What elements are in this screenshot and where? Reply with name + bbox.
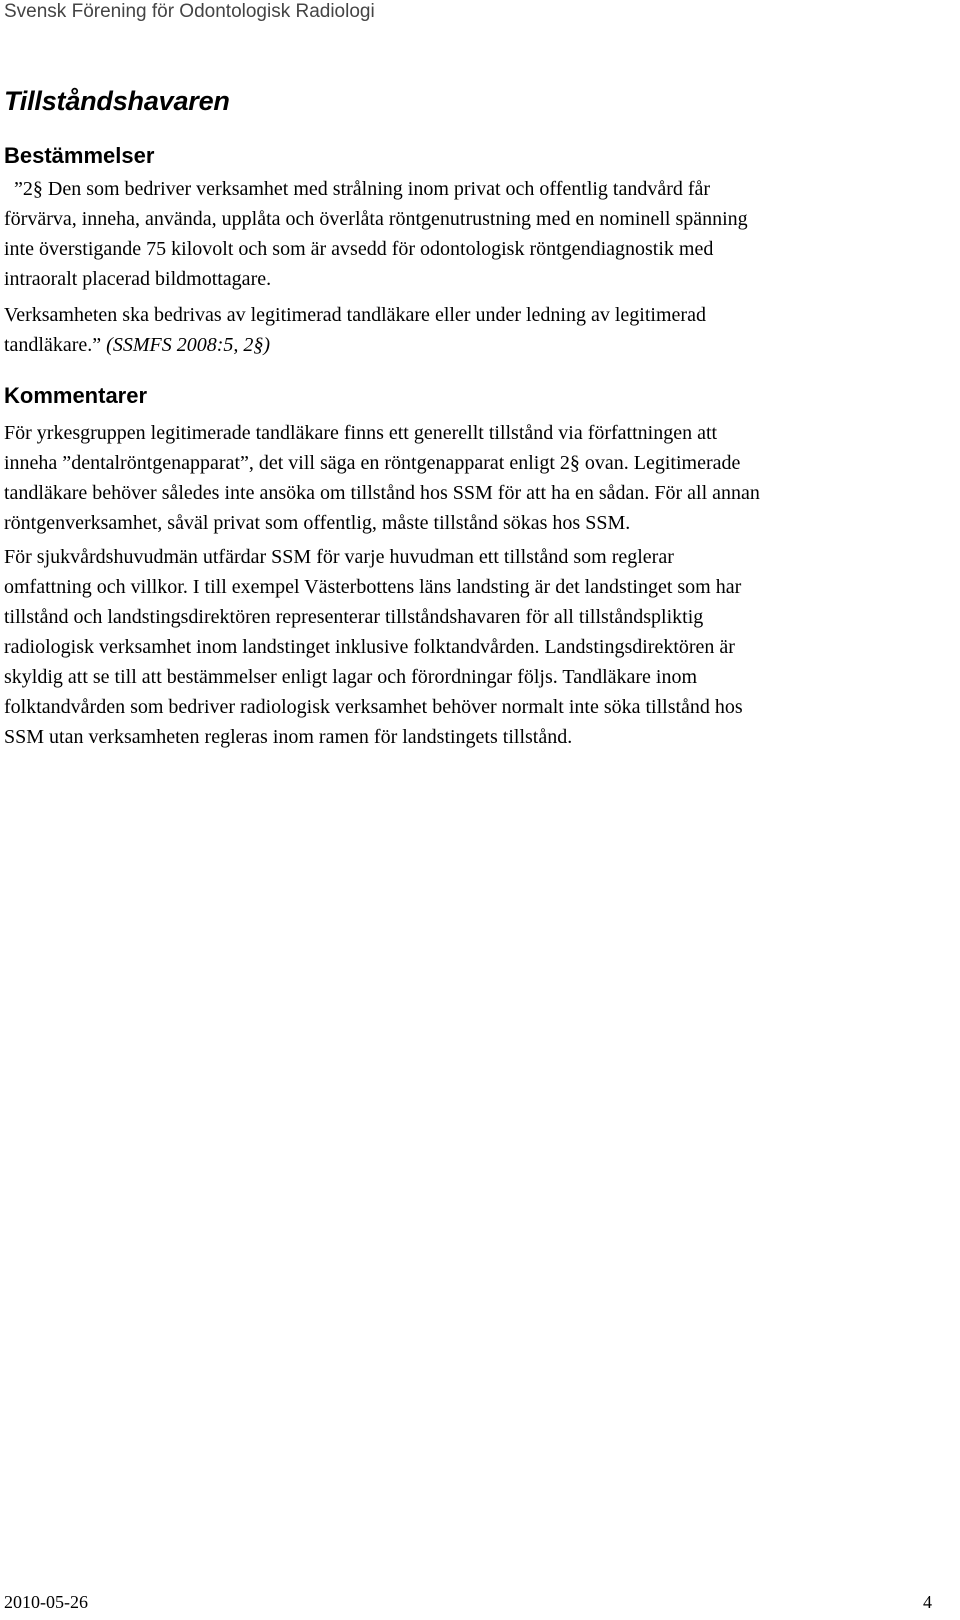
kommentarer-paragraph-2 bbox=[4, 542, 936, 752]
text-line: skyldig att se till att bestämmelser enligt lagar och förordningar följs. Tandläkare inom bbox=[4, 666, 698, 688]
text-line: För yrkesgruppen legitimerade tandläkare finns ett generellt tillstånd via författningen att bbox=[4, 422, 718, 444]
page-title: Tillståndshavaren bbox=[4, 86, 230, 116]
bestammelser-paragraph-1 bbox=[4, 174, 936, 294]
quote-end-text: tandläkare.” bbox=[4, 334, 102, 356]
running-header: Svensk Förening för Odontologisk Radiologi bbox=[4, 1, 375, 22]
text-line: tillstånd och landstingsdirektören representerar tillståndshavaren för all tillståndspliktig bbox=[4, 606, 704, 628]
text-line: folktandvården som bedriver radiologisk verksamhet behöver normalt inte söka tillstånd hos bbox=[4, 696, 743, 718]
heading-kommentarer: Kommentarer bbox=[4, 383, 148, 408]
text-line: inneha ”dentalröntgenapparat”, det vill säga en röntgenapparat enligt 2§ ovan. Legitimerade bbox=[4, 452, 741, 474]
citation-reference: (SSMFS 2008:5, 2§) bbox=[106, 334, 271, 356]
bestammelser-paragraph-2 bbox=[4, 300, 936, 360]
text-line: tandläkare behöver således inte ansöka om tillstånd hos SSM för att ha en sådan. För all annan bbox=[4, 482, 760, 504]
text-line: ”2§ Den som bedriver verksamhet med strålning inom privat och offentlig tandvård får bbox=[14, 178, 711, 200]
text-line: Verksamheten ska bedrivas av legitimerad tandläkare eller under ledning av legitimerad bbox=[4, 304, 706, 326]
heading-bestammelser: Bestämmelser bbox=[4, 143, 155, 168]
kommentarer-paragraph-1 bbox=[4, 418, 936, 538]
text-line: förvärva, inneha, använda, upplåta och överlåta röntgenutrustning med en nominell spänning bbox=[4, 208, 748, 230]
footer-page-number: 4 bbox=[923, 1592, 932, 1612]
text-line: inte överstigande 75 kilovolt och som är avsedd för odontologisk röntgendiagnostik med bbox=[4, 238, 714, 260]
text-line: radiologisk verksamhet inom landstinget inklusive folktandvården. Landstingsdirektören är bbox=[4, 636, 735, 658]
text-line: SSM utan verksamheten regleras inom ramen för landstingets tillstånd. bbox=[4, 726, 573, 748]
footer-date: 2010-05-26 bbox=[4, 1592, 88, 1612]
text-line: röntgenverksamhet, såväl privat som offentlig, måste tillstånd sökas hos SSM. bbox=[4, 512, 631, 534]
text-line: För sjukvårdshuvudmän utfärdar SSM för varje huvudman ett tillstånd som reglerar bbox=[4, 546, 674, 568]
text-line: intraoralt placerad bildmottagare. bbox=[4, 268, 272, 290]
text-line: omfattning och villkor. I till exempel Västerbottens läns landsting är det landstinget som har bbox=[4, 576, 742, 598]
text-line bbox=[4, 330, 936, 360]
